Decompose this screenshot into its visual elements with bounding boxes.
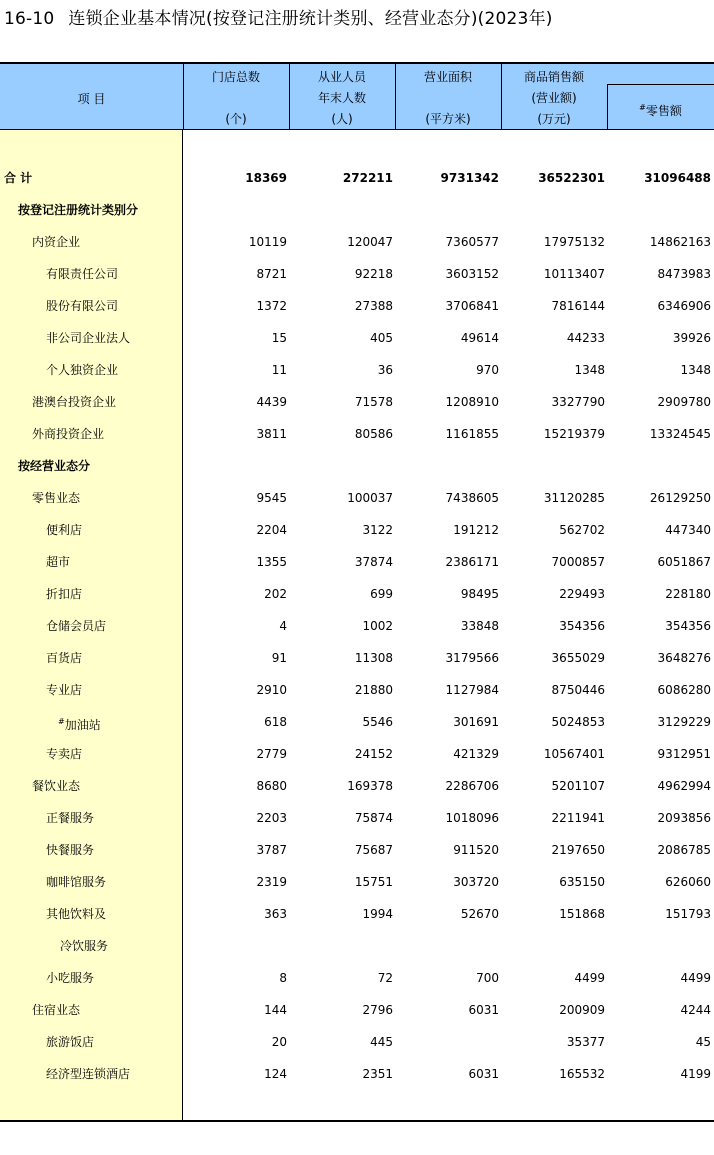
header-area-unit: (平方米) [425, 112, 471, 126]
row-label-text: 百货店 [46, 651, 83, 665]
cell-value: 15 [271, 331, 287, 345]
row-label-text: 港澳台投资企业 [32, 395, 117, 409]
row-label [46, 674, 82, 706]
header-retail [607, 99, 714, 120]
cell-value: 2204 [256, 523, 287, 537]
table-row [0, 1026, 714, 1058]
row-label-text: 非公司企业法人 [46, 331, 131, 345]
cell-value: 1355 [256, 555, 287, 569]
row-label [32, 418, 104, 450]
row-label-text: 餐饮业态 [32, 779, 81, 793]
cell-value: 144 [264, 1003, 287, 1017]
table-row [0, 898, 714, 930]
row-label-text: 超市 [46, 555, 71, 569]
row-label-text: 按登记注册统计类别分 [18, 203, 139, 217]
cell-value: 200909 [559, 1003, 605, 1017]
cell-value: 626060 [665, 875, 711, 889]
cell-value: 151793 [665, 907, 711, 921]
cell-value: 17975132 [543, 235, 605, 249]
table-row [0, 770, 714, 802]
cell-value: 3706841 [445, 299, 499, 313]
row-label-text: 快餐服务 [46, 843, 95, 857]
table-row [0, 802, 714, 834]
cell-value: 354356 [665, 619, 711, 633]
row-label [4, 162, 32, 194]
header-sales-unit: (万元) [537, 112, 571, 126]
footnote-mark: # [639, 103, 646, 112]
cell-value: 3811 [256, 427, 287, 441]
cell-value: 24152 [354, 747, 393, 761]
cell-value: 52670 [460, 907, 499, 921]
cell-value: 14862163 [649, 235, 711, 249]
table-row [0, 930, 714, 962]
cell-value: 5201107 [551, 779, 605, 793]
cell-value: 3655029 [551, 651, 605, 665]
table-row [0, 322, 714, 354]
row-label-text: 有限责任公司 [46, 267, 119, 281]
row-label-text: 其他饮料及 [46, 907, 107, 921]
table-row [0, 418, 714, 450]
row-label-text: 便利店 [46, 523, 83, 537]
cell-value: 1208910 [445, 395, 499, 409]
header-sales-line2: (营业额) [531, 91, 577, 105]
cell-value: 970 [476, 363, 499, 377]
cell-value: 2093856 [657, 811, 711, 825]
footnote-mark: # [58, 717, 65, 726]
cell-value: 3648276 [657, 651, 711, 665]
cell-value: 15219379 [543, 427, 605, 441]
cell-value: 5546 [362, 715, 393, 729]
cell-value: 2203 [256, 811, 287, 825]
cell-value: 169378 [347, 779, 393, 793]
cell-value: 9731342 [440, 171, 499, 185]
cell-value: 165532 [559, 1067, 605, 1081]
cell-value: 80586 [354, 427, 393, 441]
table-row [0, 514, 714, 546]
row-label [46, 546, 70, 578]
cell-value: 228180 [665, 587, 711, 601]
header-employees-line2: 年末人数 [317, 91, 366, 105]
cell-value: 71578 [354, 395, 393, 409]
cell-value: 75687 [354, 843, 393, 857]
cell-value: 447340 [665, 523, 711, 537]
row-label [32, 386, 116, 418]
header-item: 项 目 [77, 92, 106, 106]
header-stores-unit: (个) [225, 112, 247, 126]
cell-value: 405 [370, 331, 393, 345]
table-row [0, 482, 714, 514]
cell-value: 35377 [566, 1035, 605, 1049]
table-row [0, 226, 714, 258]
cell-value: 6086280 [657, 683, 711, 697]
cell-value: 2286706 [445, 779, 499, 793]
cell-value: 11308 [354, 651, 393, 665]
row-label-text: 冷饮服务 [60, 939, 109, 953]
cell-value: 39926 [672, 331, 711, 345]
cell-value: 2909780 [657, 395, 711, 409]
header-employees-unit: (人) [331, 112, 353, 126]
row-label [46, 802, 94, 834]
cell-value: 2319 [256, 875, 287, 889]
table-body [0, 130, 714, 1122]
cell-value: 363 [264, 907, 287, 921]
cell-value: 33848 [460, 619, 499, 633]
cell-value: 4 [279, 619, 287, 633]
table-row [0, 386, 714, 418]
cell-value: 8680 [256, 779, 287, 793]
table-row [0, 834, 714, 866]
cell-value: 3327790 [551, 395, 605, 409]
table-title-text: 连锁企业基本情况(按登记注册统计类别、经营业态分)(2023年) [68, 9, 553, 29]
cell-value: 1372 [256, 299, 287, 313]
cell-value: 191212 [453, 523, 499, 537]
row-label [46, 866, 106, 898]
row-label-text: 专卖店 [46, 747, 83, 761]
table-row [0, 706, 714, 738]
cell-value: 92218 [354, 267, 393, 281]
cell-value: 10119 [248, 235, 287, 249]
table-row [0, 258, 714, 290]
cell-value: 3122 [362, 523, 393, 537]
cell-value: 2910 [256, 683, 287, 697]
cell-value: 44233 [566, 331, 605, 345]
cell-value: 8 [279, 971, 287, 985]
table-row [0, 642, 714, 674]
cell-value: 1348 [680, 363, 711, 377]
cell-value: 1994 [362, 907, 393, 921]
cell-value: 1018096 [445, 811, 499, 825]
cell-value: 3787 [256, 843, 287, 857]
row-label [46, 834, 94, 866]
cell-value: 124 [264, 1067, 287, 1081]
cell-value: 3179566 [445, 651, 499, 665]
row-label [46, 290, 118, 322]
cell-value: 8473983 [657, 267, 711, 281]
table-row [0, 994, 714, 1026]
row-label [46, 354, 118, 386]
table-row [0, 546, 714, 578]
row-label-text: 合 计 [4, 171, 33, 185]
cell-value: 31096488 [644, 171, 711, 185]
row-label [32, 994, 80, 1026]
cell-value: 18369 [245, 171, 287, 185]
cell-value: 13324545 [649, 427, 711, 441]
cell-value: 26129250 [649, 491, 711, 505]
cell-value: 911520 [453, 843, 499, 857]
table-row [0, 610, 714, 642]
cell-value: 4199 [680, 1067, 711, 1081]
row-label [32, 226, 80, 258]
row-label-text: 加油站 [64, 718, 101, 732]
cell-value: 4439 [256, 395, 287, 409]
table-title [4, 4, 710, 34]
cell-value: 36522301 [538, 171, 605, 185]
table-row [0, 578, 714, 610]
header-stores: 门店总数 [211, 70, 260, 84]
cell-value: 303720 [453, 875, 499, 889]
row-label-text: 正餐服务 [46, 811, 95, 825]
cell-value: 7816144 [551, 299, 605, 313]
row-label [58, 706, 101, 741]
header-sales-line1: 商品销售额 [523, 70, 584, 84]
row-label [46, 738, 82, 770]
row-label-text: 仓储会员店 [46, 619, 107, 633]
row-label-text: 旅游饭店 [46, 1035, 95, 1049]
cell-value: 91 [271, 651, 287, 665]
cell-value: 100037 [347, 491, 393, 505]
table-header [0, 62, 714, 130]
cell-value: 49614 [460, 331, 499, 345]
cell-value: 2086785 [657, 843, 711, 857]
row-label [18, 450, 90, 482]
row-label-text: 个人独资企业 [46, 363, 119, 377]
cell-value: 7360577 [445, 235, 499, 249]
cell-value: 2197650 [551, 843, 605, 857]
row-label-text: 内资企业 [32, 235, 81, 249]
cell-value: 10113407 [543, 267, 605, 281]
row-label-text: 住宿业态 [32, 1003, 81, 1017]
cell-value: 9545 [256, 491, 287, 505]
cell-value: 562702 [559, 523, 605, 537]
row-label-text: 外商投资企业 [32, 427, 105, 441]
cell-value: 6031 [468, 1003, 499, 1017]
cell-value: 20 [271, 1035, 287, 1049]
cell-value: 15751 [354, 875, 393, 889]
row-label [60, 930, 108, 962]
table-row [0, 738, 714, 770]
cell-value: 2386171 [445, 555, 499, 569]
cell-value: 7000857 [551, 555, 605, 569]
row-label-text: 按经营业态分 [18, 459, 91, 473]
row-label [46, 322, 130, 354]
cell-value: 700 [476, 971, 499, 985]
cell-value: 202 [264, 587, 287, 601]
cell-value: 36 [377, 363, 393, 377]
cell-value: 151868 [559, 907, 605, 921]
cell-value: 421329 [453, 747, 499, 761]
row-label [46, 578, 82, 610]
cell-value: 3603152 [445, 267, 499, 281]
cell-value: 635150 [559, 875, 605, 889]
row-label-text: 咖啡馆服务 [46, 875, 107, 889]
row-label [32, 482, 80, 514]
table-row [0, 194, 714, 226]
cell-value: 2796 [362, 1003, 393, 1017]
cell-value: 1161855 [445, 427, 499, 441]
cell-value: 2351 [362, 1067, 393, 1081]
row-label [46, 642, 82, 674]
row-label [32, 770, 80, 802]
cell-value: 10567401 [543, 747, 605, 761]
row-label [46, 610, 106, 642]
table-number: 16-10 [4, 9, 55, 29]
cell-value: 6031 [468, 1067, 499, 1081]
cell-value: 21880 [354, 683, 393, 697]
cell-value: 7438605 [445, 491, 499, 505]
header-employees-line1: 从业人员 [317, 70, 366, 84]
cell-value: 618 [264, 715, 287, 729]
table-row [0, 1058, 714, 1090]
row-label [46, 1058, 130, 1090]
cell-value: 1348 [574, 363, 605, 377]
cell-value: 272211 [342, 171, 393, 185]
row-label-text: 折扣店 [46, 587, 83, 601]
cell-value: 45 [695, 1035, 711, 1049]
table-row [0, 962, 714, 994]
cell-value: 1127984 [445, 683, 499, 697]
row-label-text: 股份有限公司 [46, 299, 119, 313]
header-area: 营业面积 [423, 70, 472, 84]
table-row [0, 674, 714, 706]
header-subdivider [607, 84, 714, 85]
row-label [46, 258, 118, 290]
row-label-text: 零售业态 [32, 491, 81, 505]
cell-value: 98495 [460, 587, 499, 601]
cell-value: 31120285 [543, 491, 605, 505]
cell-value: 4244 [680, 1003, 711, 1017]
header-retail-label: 零售额 [645, 104, 682, 118]
cell-value: 120047 [347, 235, 393, 249]
row-label [46, 514, 82, 546]
row-label [46, 1026, 94, 1058]
row-label [46, 898, 106, 930]
cell-value: 27388 [354, 299, 393, 313]
cell-value: 6051867 [657, 555, 711, 569]
table-row [0, 450, 714, 482]
cell-value: 445 [370, 1035, 393, 1049]
cell-value: 229493 [559, 587, 605, 601]
row-label-text: 经济型连锁酒店 [46, 1067, 131, 1081]
cell-value: 8721 [256, 267, 287, 281]
cell-value: 699 [370, 587, 393, 601]
cell-value: 2779 [256, 747, 287, 761]
cell-value: 2211941 [551, 811, 605, 825]
cell-value: 354356 [559, 619, 605, 633]
cell-value: 4499 [574, 971, 605, 985]
row-label-text: 小吃服务 [46, 971, 95, 985]
table-row [0, 290, 714, 322]
cell-value: 11 [271, 363, 287, 377]
cell-value: 4499 [680, 971, 711, 985]
cell-value: 37874 [354, 555, 393, 569]
cell-value: 72 [377, 971, 393, 985]
row-label [18, 194, 138, 226]
cell-value: 75874 [354, 811, 393, 825]
cell-value: 1002 [362, 619, 393, 633]
cell-value: 6346906 [657, 299, 711, 313]
row-label [46, 962, 94, 994]
row-label-text: 专业店 [46, 683, 83, 697]
cell-value: 301691 [453, 715, 499, 729]
table-row [0, 866, 714, 898]
table-row [0, 354, 714, 386]
cell-value: 3129229 [657, 715, 711, 729]
table-row [0, 162, 714, 194]
cell-value: 5024853 [551, 715, 605, 729]
cell-value: 8750446 [551, 683, 605, 697]
cell-value: 9312951 [657, 747, 711, 761]
cell-value: 4962994 [657, 779, 711, 793]
